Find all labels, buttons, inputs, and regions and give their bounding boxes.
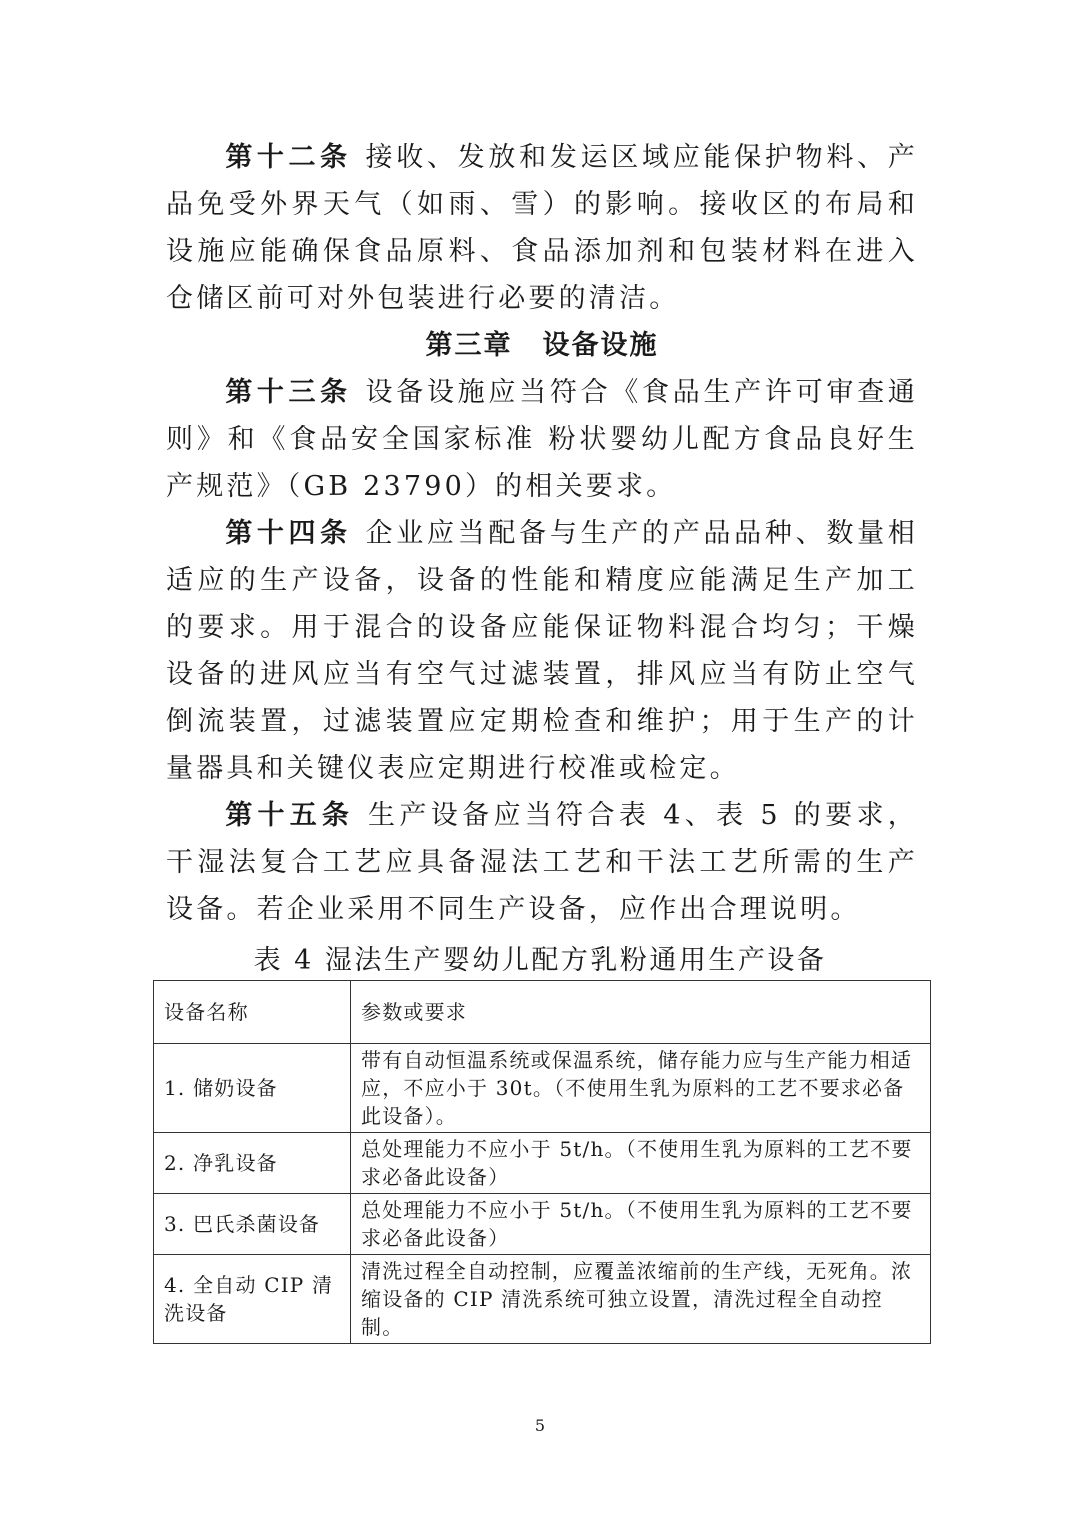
article-12 — [166, 134, 918, 322]
requirement-cell: 清洗过程全自动控制，应覆盖浓缩前的生产线，无死角。浓缩设备的 CIP 清洗系统可独立设置，清洗过程全自动控制。 — [351, 1255, 931, 1344]
article-15-label: 第十五条 — [225, 800, 355, 831]
article-14-label: 第十四条 — [225, 518, 352, 549]
article-14-text: 企业应当配备与生产的产品品种、数量相适应的生产设备，设备的性能和精度应能满足生产加工的要求。用于混合的设备应能保证物料混合均匀；干燥设备的进风应当有空气过滤装置，排风应当有防止空气倒流装置，过滤装置应定期检查和维护；用于生产的计量器具和关键仪表应定期进行校准或检定。 — [166, 518, 919, 784]
article-12-text: 接收、发放和发运区域应能保护物料、产品免受外界天气（如雨、雪）的影响。接收区的布局和设施应能确保食品原料、食品添加剂和包装材料在进入仓储区前可对外包装进行必要的清洁。 — [166, 142, 919, 314]
header-requirements: 参数或要求 — [351, 981, 931, 1044]
header-equipment-name: 设备名称 — [154, 981, 351, 1044]
equipment-table — [153, 980, 931, 1344]
chapter-heading — [166, 322, 918, 369]
table-row — [154, 1133, 931, 1194]
article-13-text: 设备设施应当符合《食品生产许可审查通则》和《食品安全国家标准 粉状婴幼儿配方食品良好生产规范》（GB 23790）的相关要求。 — [166, 377, 919, 502]
requirement-cell: 总处理能力不应小于 5t/h。（不使用生乳为原料的工艺不要求必备此设备） — [351, 1194, 931, 1255]
table-caption: 表 4 湿法生产婴幼儿配方乳粉通用生产设备 — [253, 945, 827, 976]
requirement-cell: 总处理能力不应小于 5t/h。（不使用生乳为原料的工艺不要求必备此设备） — [351, 1133, 931, 1194]
chapter-number: 第三章 — [425, 330, 513, 361]
requirement-cell: 带有自动恒温系统或保温系统，储存能力应与生产能力相适应，不应小于 30t。（不使用生乳为原料的工艺不要求必备此设备）。 — [351, 1044, 931, 1133]
article-14 — [166, 510, 918, 792]
table-row — [154, 1255, 931, 1344]
chapter-title: 设备设施 — [542, 330, 659, 361]
equipment-name-cell: 1. 储奶设备 — [154, 1044, 351, 1133]
body-text — [166, 134, 918, 933]
table-row — [154, 1194, 931, 1255]
table-row — [154, 1044, 931, 1133]
article-13 — [166, 369, 918, 510]
article-15-text: 生产设备应当符合表 4、表 5 的要求，干湿法复合工艺应具备湿法工艺和干法工艺所需的生产设备。若企业采用不同生产设备，应作出合理说明。 — [166, 800, 918, 925]
article-13-label: 第十三条 — [225, 377, 352, 408]
equipment-name-cell: 4. 全自动 CIP 清洗设备 — [154, 1255, 351, 1344]
article-12-label: 第十二条 — [225, 142, 352, 173]
page-number: 5 — [534, 1416, 546, 1435]
equipment-name-cell: 2. 净乳设备 — [154, 1133, 351, 1194]
table-header-row — [154, 981, 931, 1044]
article-15 — [166, 792, 918, 933]
equipment-name-cell: 3. 巴氏杀菌设备 — [154, 1194, 351, 1255]
